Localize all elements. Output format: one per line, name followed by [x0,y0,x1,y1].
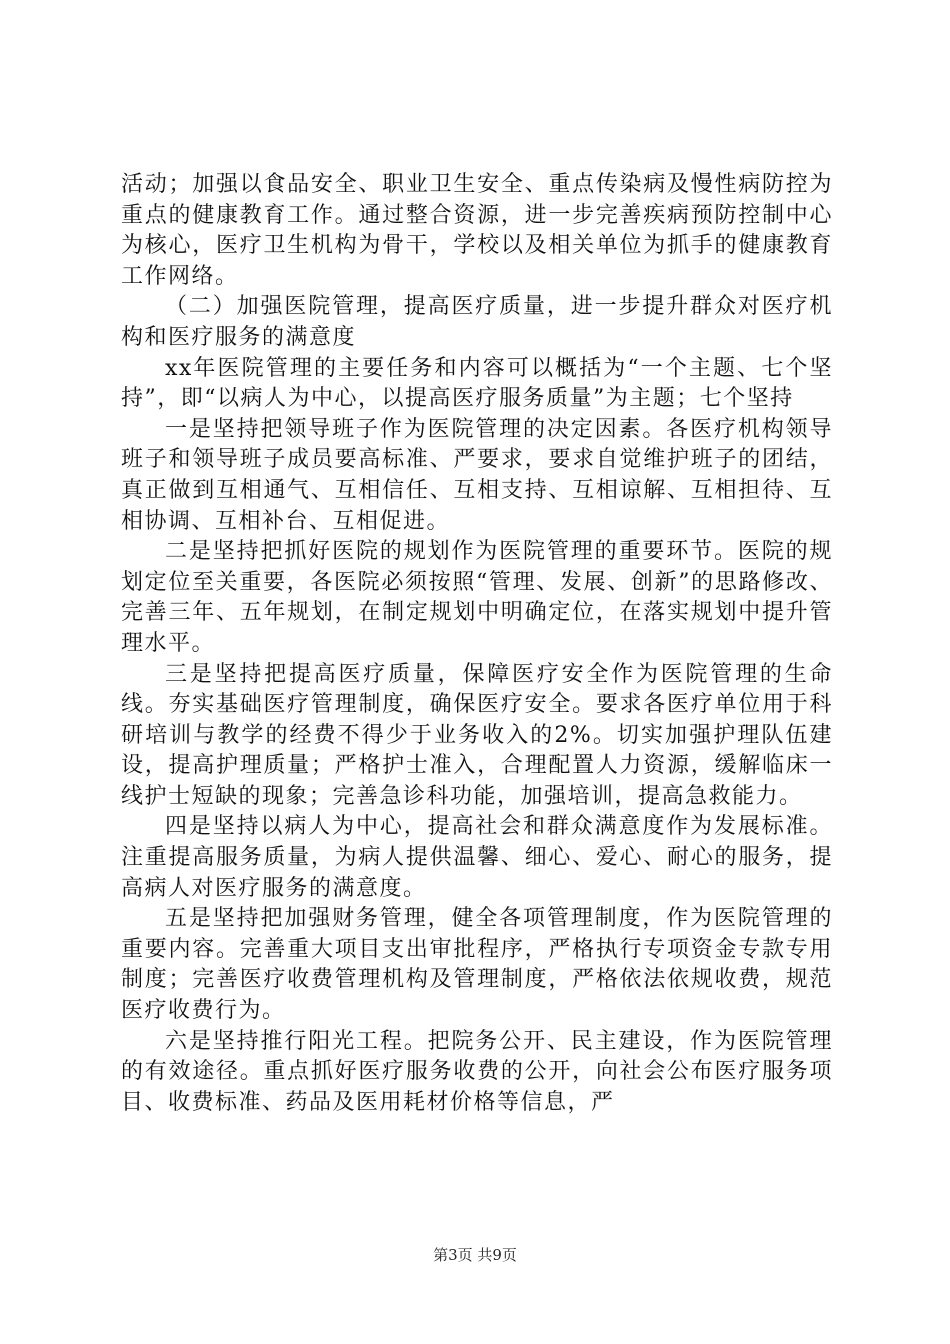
paragraph-4: 一是坚持把领导班子作为医院管理的决定因素。各医疗机构领导班子和领导班子成员要高标准、严要求，要求自觉维护班子的团结，真正做到互相通气、互相信任、互相支持、互相谅解、互相担待、互相协调、互相补台、互相促进。 [121,416,833,534]
paragraph-8: 五是坚持把加强财务管理，健全各项管理制度，作为医院管理的重要内容。完善重大项目支出审批程序，严格执行专项资金专款专用制度；完善医疗收费管理机构及管理制度，严格依法依规收费，规范医疗收费行为。 [121,906,833,1024]
paragraph-5: 二是坚持把抓好医院的规划作为医院管理的重要环节。医院的规划定位至关重要，各医院必须按照“管理、发展、创新”的思路修改、完善三年、五年规划，在制定规划中明确定位，在落实规划中提升管理水平。 [121,539,833,656]
paragraph-7: 四是坚持以病人为中心，提高社会和群众满意度作为发展标准。注重提高服务质量，为病人提供温馨、细心、爱心、耐心的服务，提高病人对医疗服务的满意度。 [121,814,833,901]
paragraph-2: （二）加强医院管理，提高医疗质量，进一步提升群众对医疗机构和医疗服务的满意度 [121,294,833,350]
paragraph-9: 六是坚持推行阳光工程。把院务公开、民主建设，作为医院管理的有效途径。重点抓好医疗服务收费的公开，向社会公布医疗服务项目、收费标准、药品及医用耗材价格等信息，严 [121,1028,833,1115]
document-body [121,170,833,1118]
paragraph-6: 三是坚持把提高医疗质量，保障医疗安全作为医院管理的生命线。夯实基础医疗管理制度，确保医疗安全。要求各医疗单位用于科研培训与教学的经费不得少于业务收入的2%。切实加强护理队伍建设，提高护理质量；严格护士准入，合理配置人力资源，缓解临床一线护士短缺的现象；完善急诊科功能，加强培训，提高急救能力。 [121,661,833,809]
paragraph-3: xx年医院管理的主要任务和内容可以概括为“一个主题、七个坚持”，即“以病人为中心，以提高医疗服务质量”为主题；七个坚持 [121,355,833,412]
paragraph-1: 活动；加强以食品安全、职业卫生安全、重点传染病及慢性病防控为重点的健康教育工作。通过整合资源，进一步完善疾病预防控制中心为核心，医疗卫生机构为骨干，学校以及相关单位为抓手的健康教育工作网络。 [121,172,833,289]
page-footer: 第3页 共9页 [433,1246,517,1264]
